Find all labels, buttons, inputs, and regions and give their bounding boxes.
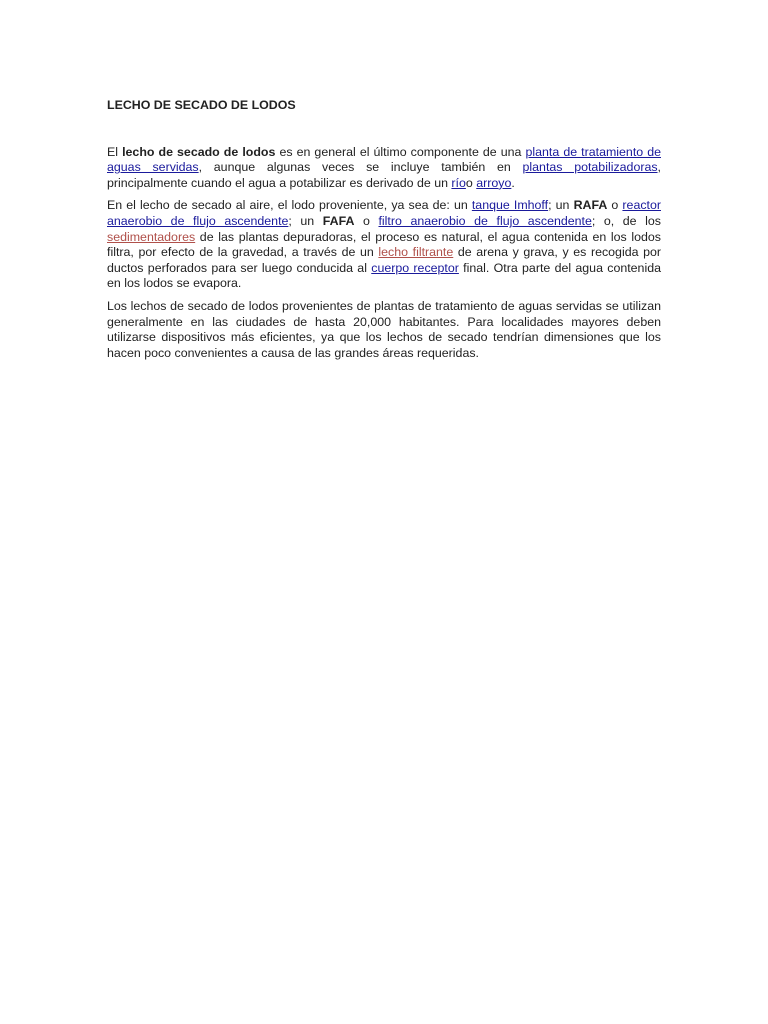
text-span: , aunque algunas veces se incluye también en xyxy=(198,160,523,175)
bold-term-rafa: RAFA xyxy=(573,198,608,213)
text-span: o xyxy=(465,175,477,190)
link-rio[interactable]: río xyxy=(451,175,466,190)
text-span: de las plantas depuradoras, el proceso es natural, el agua contenida en los lodos filtra, por efecto de la gravedad, a través de un xyxy=(107,229,661,260)
link-tanque-imhoff[interactable]: tanque Imhoff xyxy=(471,198,549,213)
link-plantas-potabilizadoras[interactable]: plantas potabilizadoras xyxy=(522,160,658,175)
text-span: , principalmente cuando el agua a potabilizar es derivado de un xyxy=(107,160,661,190)
text-span: o xyxy=(354,213,379,228)
link-arroyo[interactable]: arroyo xyxy=(476,175,512,190)
text-span: En el lecho de secado al aire, el lodo proveniente, ya sea de: un xyxy=(107,198,472,213)
text-span: El xyxy=(107,144,123,159)
text-span: ; o, de los xyxy=(591,213,661,228)
text-span: . xyxy=(511,175,515,190)
document-page xyxy=(107,98,661,368)
bold-term-fafa: FAFA xyxy=(322,213,355,228)
link-sedimentadores[interactable]: sedimentadores xyxy=(107,229,196,244)
paragraph-process xyxy=(107,198,661,292)
link-lecho-filtrante[interactable]: lecho filtrante xyxy=(378,245,454,260)
text-span: ; un xyxy=(548,198,574,213)
paragraph-intro xyxy=(107,145,661,192)
text-span: ; un xyxy=(288,213,323,228)
text-span: o xyxy=(607,198,623,213)
paragraph-usage: Los lechos de secado de lodos provenientes de plantas de tratamiento de aguas servidas se utilizan generalmente en las ciudades de hasta 20,000 habitantes. Para localidades mayores deben utilizarse dispositivos más eficientes, ya que los lechos de secado tendrían dimensiones que los hacen poco convenientes a causa de las grandes áreas requeridas. xyxy=(107,298,661,360)
page-title: LECHO DE SECADO DE LODOS xyxy=(107,98,296,112)
bold-term-lecho: lecho de secado de lodos xyxy=(122,144,276,159)
text-span: es en general el último componente de una xyxy=(275,144,526,159)
text-span: de arena y grava, y es recogida por ductos perforados para ser luego conducida al xyxy=(107,245,661,275)
link-cuerpo-receptor[interactable]: cuerpo receptor xyxy=(371,260,459,275)
link-planta-tratamiento[interactable]: planta de tratamiento de aguas servidas xyxy=(107,144,661,175)
link-reactor-anaerobio[interactable]: reactor anaerobio de flujo ascendente xyxy=(107,198,661,228)
text-span: final. Otra parte del agua contenida en los lodos se evapora. xyxy=(107,260,661,291)
link-filtro-anaerobio[interactable]: filtro anaerobio de flujo ascendente xyxy=(378,213,592,228)
